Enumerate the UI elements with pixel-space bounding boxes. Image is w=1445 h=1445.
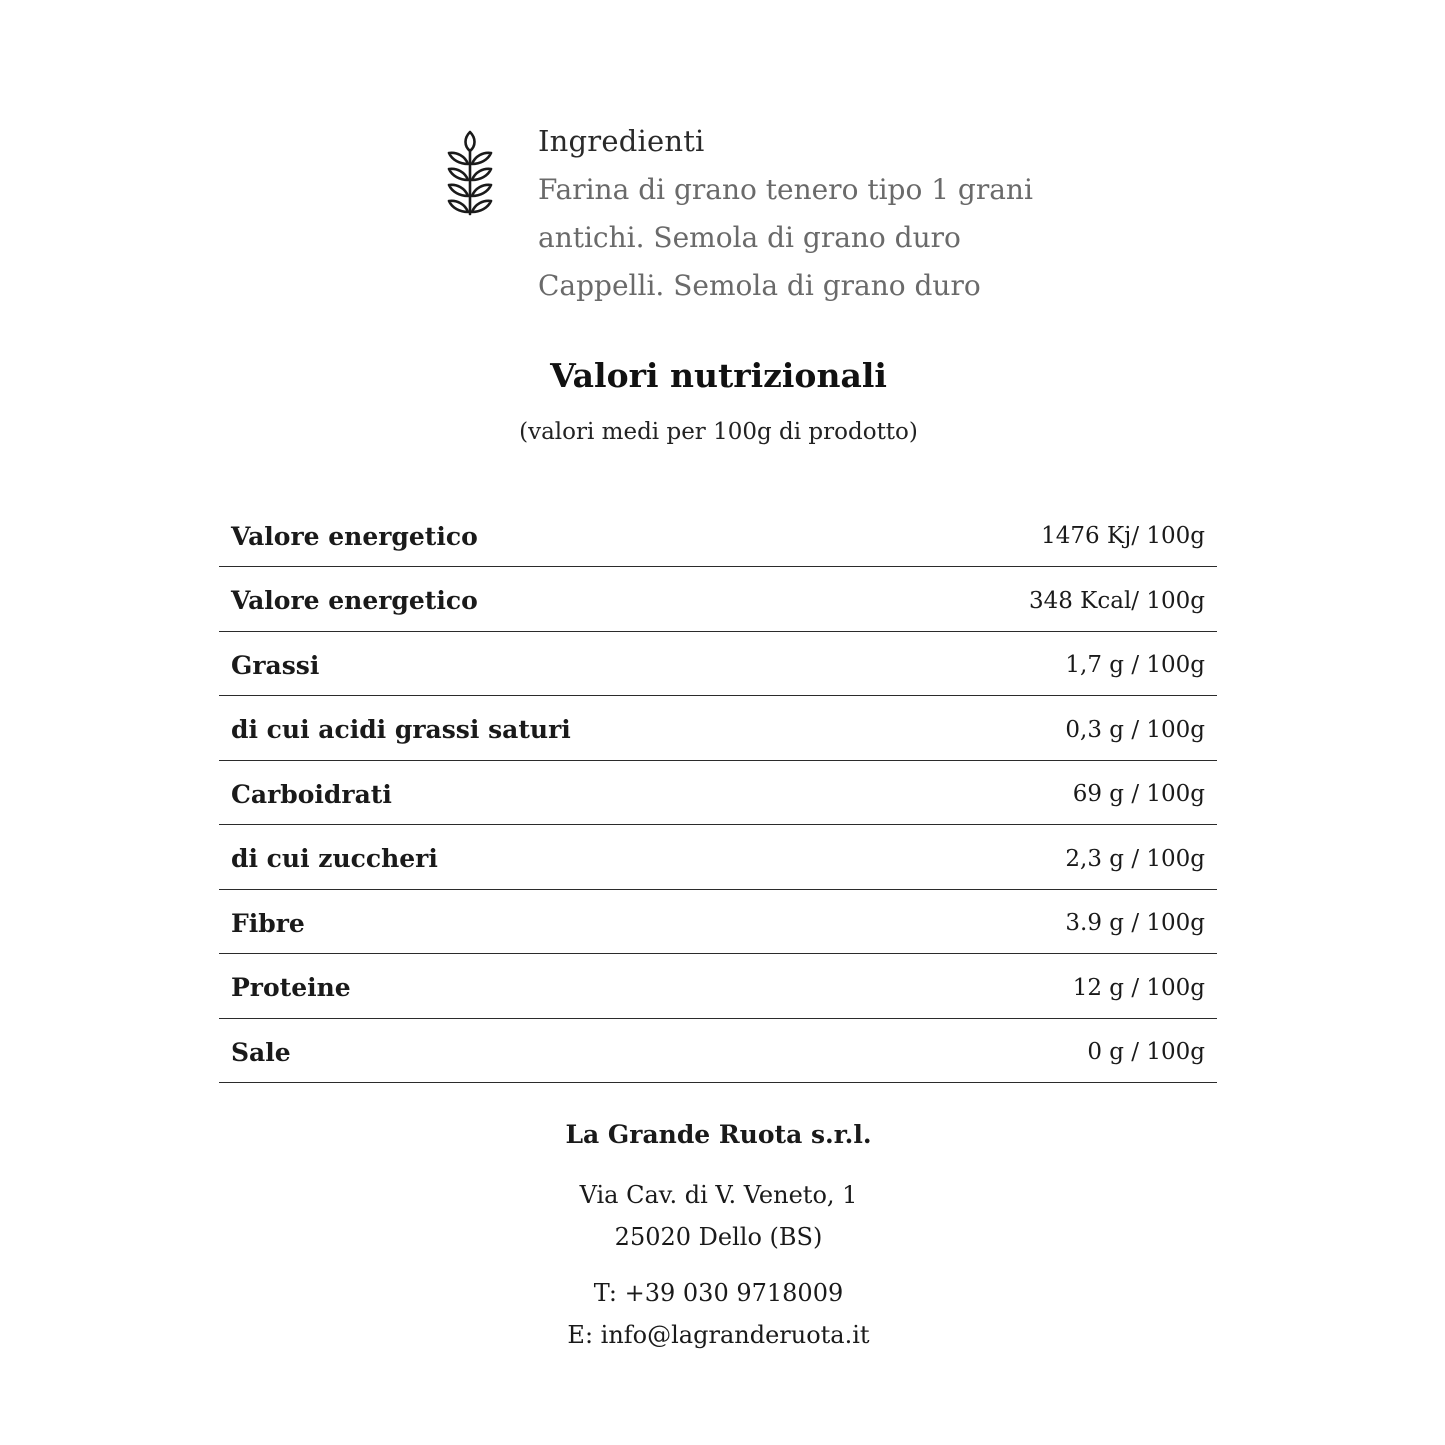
company-name: La Grande Ruota s.r.l.: [565, 1120, 872, 1149]
ingredients-text: [538, 122, 1060, 310]
ingredients-line: Cappelli. Semola di grano duro: [538, 269, 981, 302]
nutrient-value: 69 g / 100g: [1072, 781, 1205, 807]
nutrition-subtitle: (valori medi per 100g di prodotto): [519, 419, 918, 445]
table-row: [219, 1020, 1217, 1083]
nutrient-label: Fibre: [231, 908, 305, 938]
nutrient-label: di cui acidi grassi saturi: [231, 715, 571, 744]
nutrient-value: 2,3 g / 100g: [1065, 845, 1205, 872]
ingredients-title: Ingredienti: [538, 124, 705, 158]
ingredients-section: [440, 122, 1060, 310]
table-row: [219, 762, 1217, 825]
table-row: [219, 827, 1217, 890]
company-address: [0, 1174, 1437, 1258]
nutrient-value: 0 g / 100g: [1087, 1039, 1205, 1065]
table-row: [219, 504, 1217, 567]
nutrient-label: Valore energetico: [231, 521, 478, 551]
phone-number: T: +39 030 9718009: [593, 1279, 844, 1307]
nutrient-value: 1476 Kj/ 100g: [1041, 523, 1205, 549]
ingredients-line: Farina di grano tenero tipo 1 grani: [538, 173, 1033, 206]
nutrient-value: 1,7 g / 100g: [1065, 652, 1205, 678]
nutrition-title: Valori nutrizionali: [550, 356, 887, 395]
company-contacts: [0, 1272, 1437, 1356]
address-line: Via Cav. di V. Veneto, 1: [579, 1181, 858, 1209]
nutrient-label: Valore energetico: [231, 586, 478, 615]
ingredients-line: antichi. Semola di grano duro: [538, 221, 961, 254]
wheat-icon: [440, 130, 500, 216]
nutrient-label: Sale: [231, 1037, 291, 1067]
nutrient-value: 348 Kcal/ 100g: [1028, 587, 1205, 614]
ingredients-list: [538, 166, 1060, 310]
table-row: [219, 569, 1217, 632]
nutrient-label: di cui zuccheri: [231, 844, 438, 873]
nutrient-label: Grassi: [231, 650, 320, 680]
nutrient-label: Carboidrati: [231, 779, 392, 809]
table-row: [219, 891, 1217, 954]
nutrition-table: [219, 504, 1217, 1085]
nutrient-value: 12 g / 100g: [1072, 974, 1205, 1001]
nutrient-value: 3.9 g / 100g: [1065, 910, 1205, 936]
address-line: 25020 Dello (BS): [614, 1223, 823, 1251]
nutrient-label: Proteine: [231, 973, 351, 1002]
nutrient-value: 0,3 g / 100g: [1065, 716, 1205, 743]
table-row: [219, 956, 1217, 1019]
table-row: [219, 698, 1217, 761]
email-address: E: info@lagranderuota.it: [567, 1321, 870, 1349]
company-footer: [0, 1118, 1437, 1356]
table-row: [219, 633, 1217, 696]
